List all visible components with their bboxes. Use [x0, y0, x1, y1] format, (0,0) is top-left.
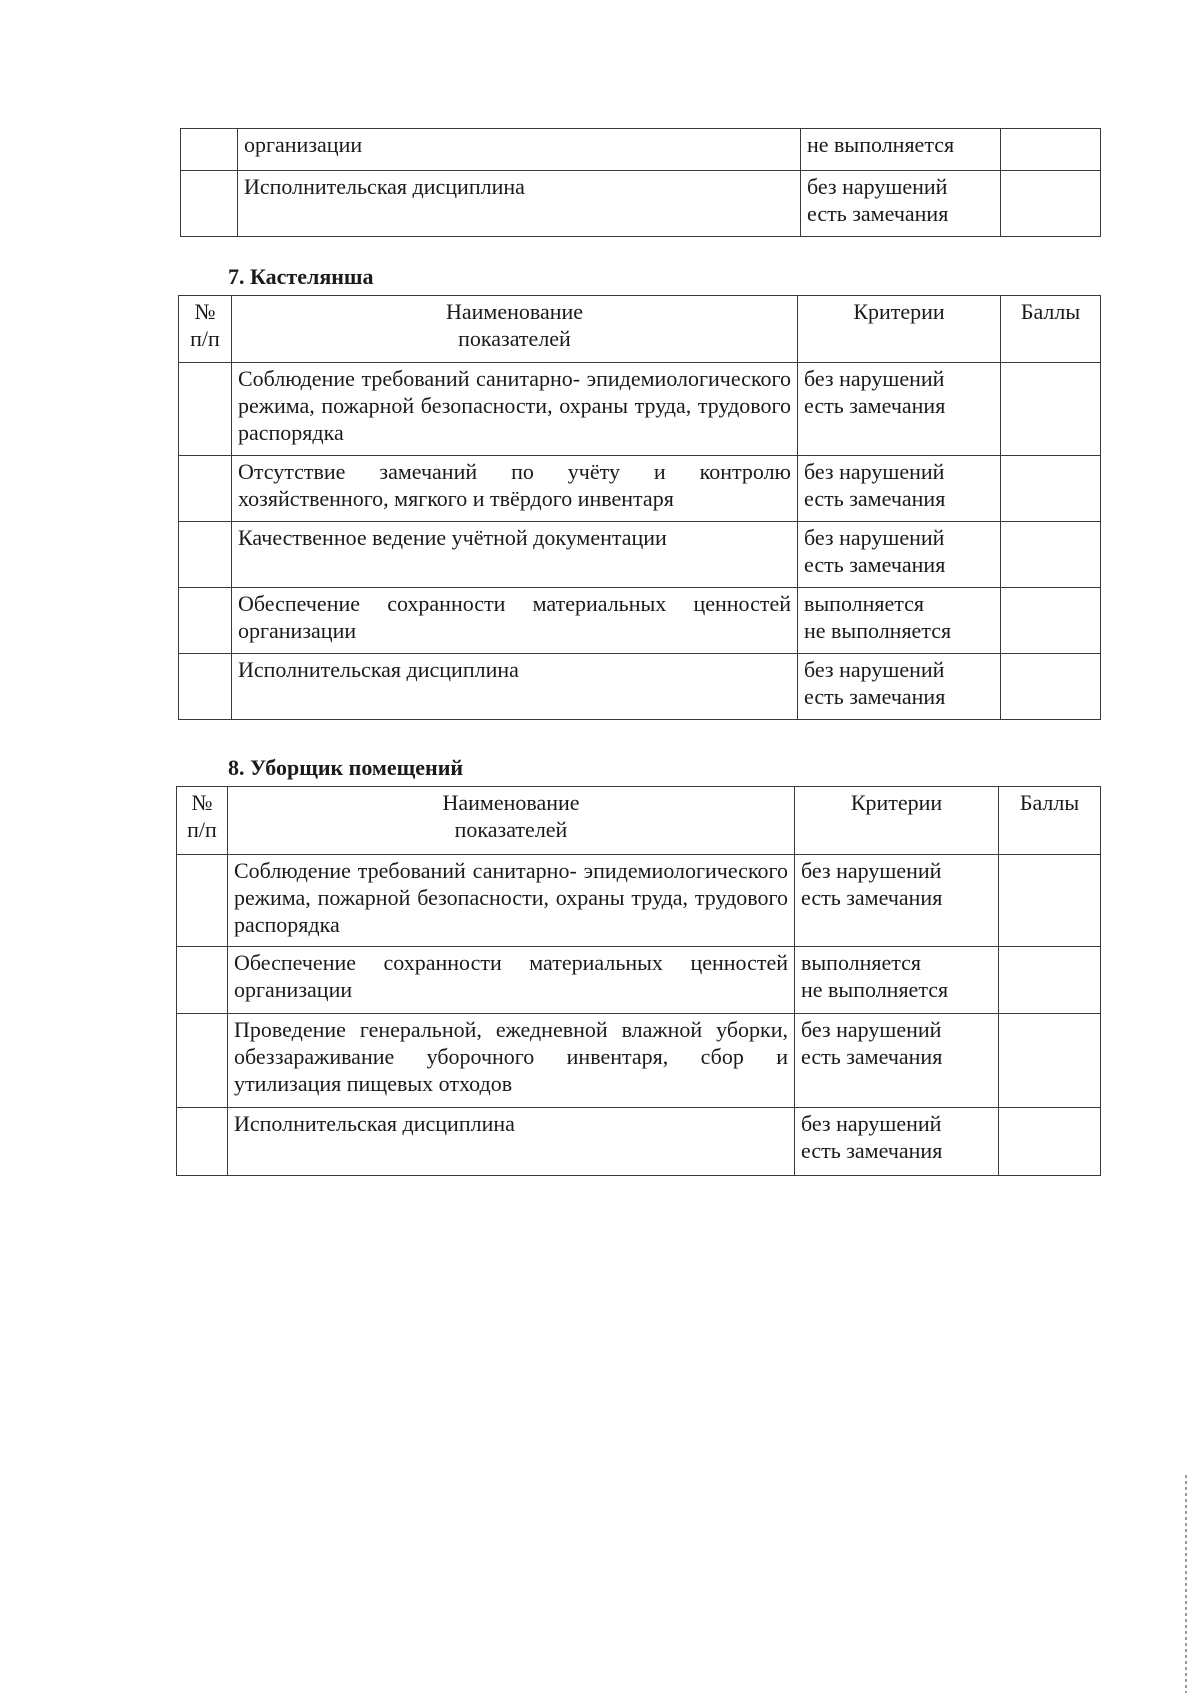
score-cell	[1001, 129, 1101, 171]
row-number-cell	[179, 522, 232, 588]
table-row	[177, 1014, 1101, 1108]
section-title-8: 8. Уборщик помещений	[228, 755, 464, 780]
score-cell	[1001, 588, 1101, 654]
header-criteria: Критерии	[798, 296, 1001, 363]
criteria-cell: выполняется не выполняется	[795, 947, 999, 1014]
criteria-cell: без нарушений есть замечания	[798, 522, 1001, 588]
score-cell	[999, 1108, 1101, 1176]
score-cell	[999, 1014, 1101, 1108]
row-number-cell	[179, 654, 232, 720]
table-row	[179, 363, 1101, 456]
header-num: № п/п	[179, 296, 232, 363]
table-row	[181, 171, 1101, 237]
indicator-name-cell: Обеспечение сохранности материальных ценностей организации	[232, 588, 798, 654]
indicator-name-cell: Отсутствие замечаний по учёту и контролю хозяйственного, мягкого и твёрдого инвентаря	[232, 456, 798, 522]
row-number-cell	[179, 588, 232, 654]
row-number-cell	[177, 947, 228, 1014]
row-number-cell	[181, 171, 238, 237]
indicator-name-cell: Качественное ведение учётной документации	[232, 522, 798, 588]
score-cell	[999, 855, 1101, 947]
indicator-name-cell: организации	[238, 129, 801, 171]
criteria-table-castellan	[178, 295, 1101, 720]
indicator-name-cell: Соблюдение требований санитарно- эпидемиологического режима, пожарной безопасности, охраны труда, трудового распорядка	[228, 855, 795, 947]
row-number-cell	[179, 363, 232, 456]
criteria-cell: без нарушений есть замечания	[798, 654, 1001, 720]
row-number-cell	[177, 855, 228, 947]
table-row	[179, 522, 1101, 588]
score-cell	[1001, 522, 1101, 588]
indicator-name-cell: Исполнительская дисциплина	[232, 654, 798, 720]
criteria-cell: без нарушений есть замечания	[795, 1014, 999, 1108]
header-name: Наименование показателей	[228, 787, 795, 855]
score-cell	[1001, 363, 1101, 456]
criteria-cell: без нарушений есть замечания	[795, 855, 999, 947]
row-number-cell	[181, 129, 238, 171]
criteria-cell: без нарушений есть замечания	[798, 456, 1001, 522]
table-row	[181, 129, 1101, 171]
score-cell	[1001, 456, 1101, 522]
header-score: Баллы	[999, 787, 1101, 855]
header-criteria: Критерии	[795, 787, 999, 855]
header-score: Баллы	[1001, 296, 1101, 363]
table-row	[177, 855, 1101, 947]
row-number-cell	[177, 1108, 228, 1176]
row-number-cell	[177, 1014, 228, 1108]
indicator-name-cell: Исполнительская дисциплина	[238, 171, 801, 237]
indicator-name-cell: Соблюдение требований санитарно- эпидемиологического режима, пожарной безопасности, охраны труда, трудового распорядка	[232, 363, 798, 456]
table-row	[179, 588, 1101, 654]
header-num: № п/п	[177, 787, 228, 855]
criteria-cell: без нарушений есть замечания	[801, 171, 1001, 237]
score-cell	[999, 947, 1101, 1014]
row-number-cell	[179, 456, 232, 522]
header-name: Наименование показателей	[232, 296, 798, 363]
table-row	[179, 456, 1101, 522]
indicator-name-cell: Обеспечение сохранности материальных ценностей организации	[228, 947, 795, 1014]
criteria-table-cleaner	[176, 786, 1101, 1176]
score-cell	[1001, 171, 1101, 237]
criteria-table-continued	[180, 128, 1101, 237]
criteria-cell: выполняется не выполняется	[798, 588, 1001, 654]
table-row	[177, 1108, 1101, 1176]
criteria-cell: без нарушений есть замечания	[795, 1108, 999, 1176]
table-header-row	[179, 296, 1101, 363]
scan-edge-mark	[1185, 1475, 1187, 1693]
indicator-name-cell: Проведение генеральной, ежедневной влажной уборки, обеззараживание уборочного инвентаря, сбор и утилизация пищевых отходов	[228, 1014, 795, 1108]
criteria-cell: без нарушений есть замечания	[798, 363, 1001, 456]
criteria-cell: не выполняется	[801, 129, 1001, 171]
table-row	[177, 947, 1101, 1014]
table-header-row	[177, 787, 1101, 855]
section-title-7: 7. Кастелянша	[228, 264, 374, 289]
score-cell	[1001, 654, 1101, 720]
table-row	[179, 654, 1101, 720]
indicator-name-cell: Исполнительская дисциплина	[228, 1108, 795, 1176]
